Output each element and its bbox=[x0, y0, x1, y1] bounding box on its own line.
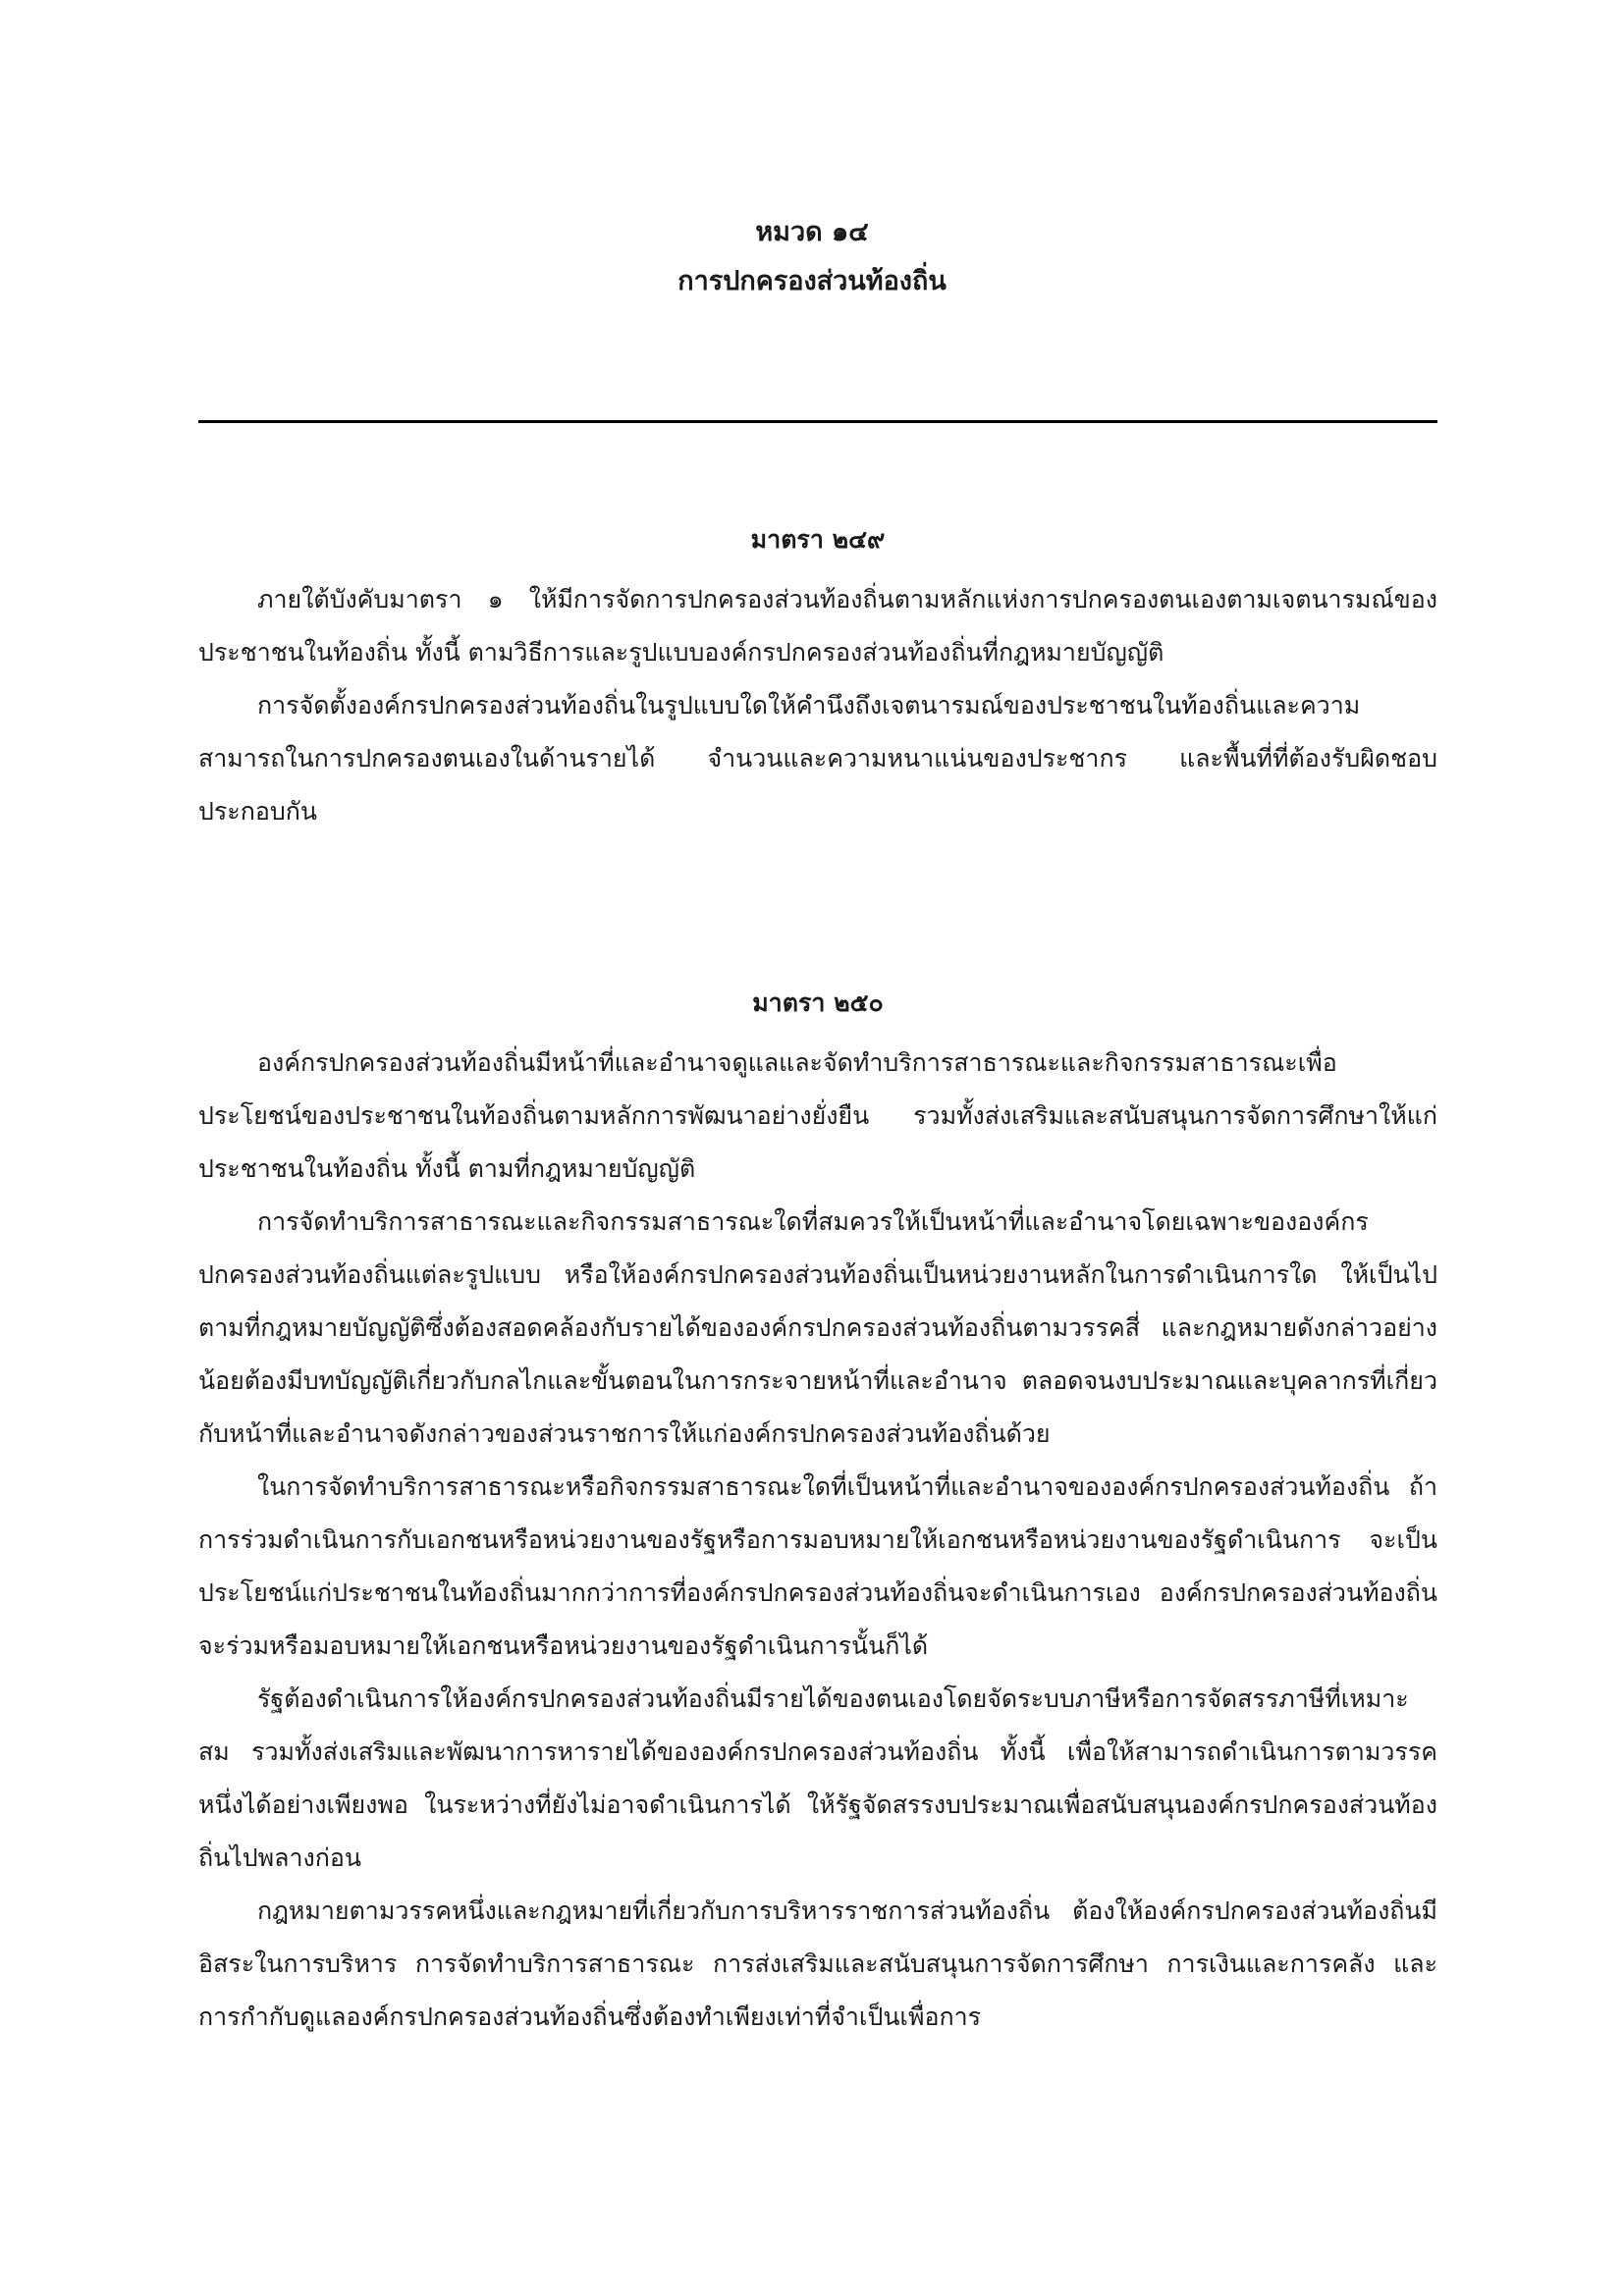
paragraph: การจัดตั้งองค์กรปกครองส่วนท้องถิ่นในรูปแบบใดให้คำนึงถึงเจตนารมณ์ของประชาชนในท้องถิ่นและความสามารถในการปกครองตนเองในด้านรายได้ จำนวนและความหนาแน่นของประชากร และพื้นที่ที่ต้องรับผิดชอบ ประกอบกัน bbox=[198, 691, 1437, 826]
chapter-header bbox=[0, 208, 1624, 306]
chapter-title: การปกครองส่วนท้องถิ่น bbox=[677, 266, 947, 296]
paragraph: ภายใต้บังคับมาตรา ๑ ให้มีการจัดการปกครองส่วนท้องถิ่นตามหลักแห่งการปกครองตนเองตามเจตนารมณ์ของประชาชนในท้องถิ่น ทั้งนี้ ตามวิธีการและรูปแบบองค์กรปกครองส่วนท้องถิ่นที่กฎหมายบัญญัติ bbox=[198, 585, 1437, 667]
section-title: มาตรา ๒๔๙ bbox=[750, 525, 886, 554]
paragraph: การจัดทำบริการสาธารณะและกิจกรรมสาธารณะใดที่สมควรให้เป็นหน้าที่และอำนาจโดยเฉพาะขององค์กรปกครองส่วนท้องถิ่นแต่ละรูปแบบ หรือให้องค์กรปกครองส่วนท้องถิ่นเป็นหน่วยงานหลักในการดำเนินการใด ให้เป็นไปตามที่กฎหมายบัญญัติซึ่งต้องสอดคล้องกับรายได้ขององค์กรปกครองส่วนท้องถิ่นตามวรรคสี่ และกฎหมายดังกล่าวอย่างน้อยต้องมีบทบัญญัติเกี่ยวกับกลไกและขั้นตอนในการกระจายหน้าที่และอำนาจ ตลอดจนงบประมาณและบุคลากรที่เกี่ยวกับหน้าที่และอำนาจดังกล่าวของส่วนราชการให้แก่องค์กรปกครองส่วนท้องถิ่นด้วย bbox=[198, 1207, 1437, 1448]
paragraph: องค์กรปกครองส่วนท้องถิ่นมีหน้าที่และอำนาจดูแลและจัดทำบริการสาธารณะและกิจกรรมสาธารณะเพื่อประโยชน์ของประชาชนในท้องถิ่นตามหลักการพัฒนาอย่างยั่งยืน รวมทั้งส่งเสริมและสนับสนุนการจัดการศึกษาให้แก่ประชาชนในท้องถิ่น ทั้งนี้ ตามที่กฎหมายบัญญัติ bbox=[198, 1048, 1437, 1183]
paragraph: กฎหมายตามวรรคหนึ่งและกฎหมายที่เกี่ยวกับการบริหารราชการส่วนท้องถิ่น ต้องให้องค์กรปกครองส่วนท้องถิ่นมีอิสระในการบริหาร การจัดทำบริการสาธารณะ การส่งเสริมและสนับสนุนการจัดการศึกษา การเงินและการคลัง และการกำกับดูแลองค์กรปกครองส่วนท้องถิ่นซึ่งต้องทำเพียงเท่าที่จำเป็นเพื่อการ bbox=[198, 1896, 1437, 2031]
section-249 bbox=[198, 520, 1437, 838]
paragraph: ในการจัดทำบริการสาธารณะหรือกิจกรรมสาธารณะใดที่เป็นหน้าที่และอำนาจขององค์กรปกครองส่วนท้องถิ่น ถ้าการร่วมดำเนินการกับเอกชนหรือหน่วยงานของรัฐหรือการมอบหมายให้เอกชนหรือหน่วยงานของรัฐดำเนินการ จะเป็นประโยชน์แก่ประชาชนในท้องถิ่นมากกว่าการที่องค์กรปกครองส่วนท้องถิ่นจะดำเนินการเอง องค์กรปกครองส่วนท้องถิ่นจะร่วมหรือมอบหมายให้เอกชนหรือหน่วยงานของรัฐดำเนินการนั้นก็ได้ bbox=[198, 1472, 1437, 1660]
section-title: มาตรา ๒๕๐ bbox=[752, 988, 884, 1017]
chapter-number: หมวด ๑๔ bbox=[755, 217, 869, 247]
paragraph: รัฐต้องดำเนินการให้องค์กรปกครองส่วนท้องถิ่นมีรายได้ของตนเองโดยจัดระบบภาษีหรือการจัดสรรภาษีที่เหมาะสม รวมทั้งส่งเสริมและพัฒนาการหารายได้ขององค์กรปกครองส่วนท้องถิ่น ทั้งนี้ เพื่อให้สามารถดำเนินการตามวรรคหนึ่งได้อย่างเพียงพอ ในระหว่างที่ยังไม่อาจดำเนินการได้ ให้รัฐจัดสรรงบประมาณเพื่อสนับสนุนองค์กรปกครองส่วนท้องถิ่นไปพลางก่อน bbox=[198, 1684, 1437, 1872]
horizontal-rule bbox=[198, 420, 1437, 423]
section-250 bbox=[198, 984, 1437, 2044]
